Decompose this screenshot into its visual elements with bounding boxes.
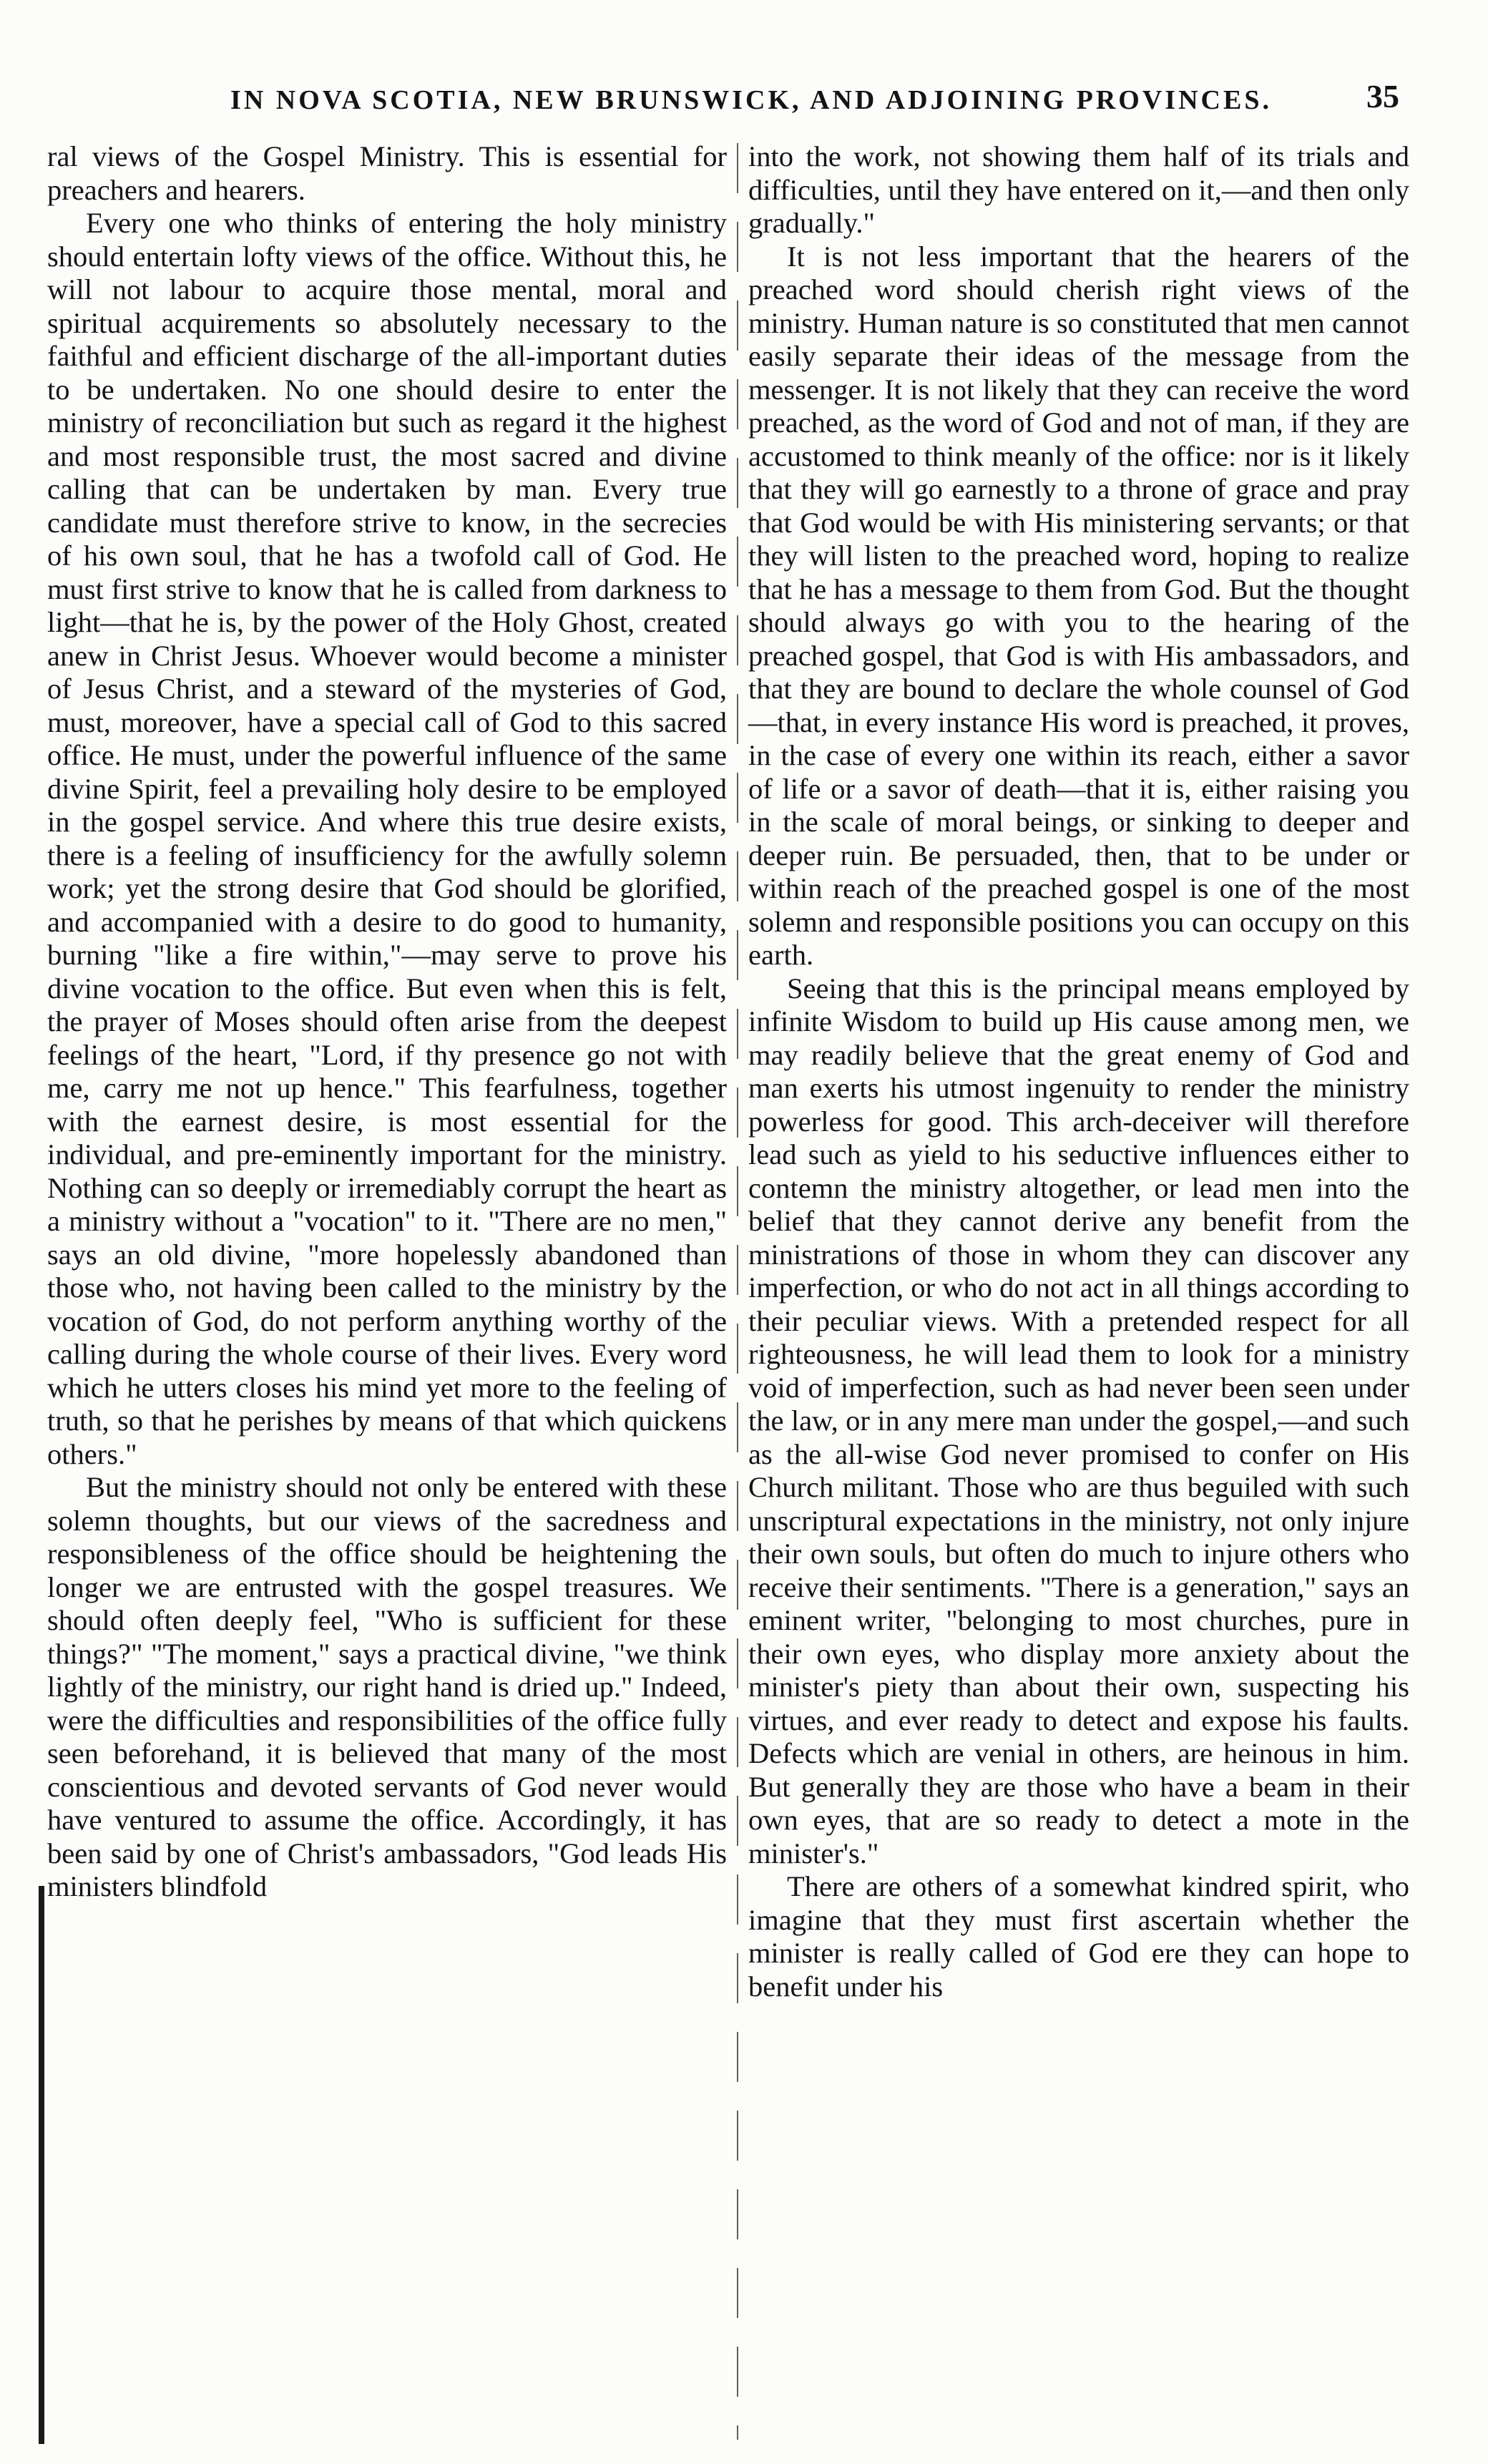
page-number: 35 xyxy=(1366,78,1399,114)
margin-ink-bar xyxy=(39,1886,44,2444)
column-divider-rule xyxy=(737,143,738,2440)
left-paragraph-1: ral views of the Gospel Ministry. This is essential for preachers and hearers. xyxy=(47,140,727,206)
right-paragraph-1: into the work, not showing them half of its trials and difficulties, until they have entered on it,—and then only gradually." xyxy=(748,140,1409,239)
left-paragraph-3: But the ministry should not only be entered with these solemn thoughts, but our views of the sacredness and responsibleness of the office should be heightening the longer we are entrusted with the gospel treasures. We should often deeply feel, "Who is sufficient for these things?" "The moment," says a practical divine, "we think lightly of the ministry, our right hand is dried up." Indeed, were the difficulties and responsibilities of the office fully seen beforehand, it is believed that many of the most conscientious and devoted servants of God never would have ventured to assume the office. Accordingly, it has been said by one of Christ's ambassadors, "God leads His ministers blindfold xyxy=(47,1471,727,1902)
right-paragraph-3: Seeing that this is the principal means employed by infinite Wisdom to build up His cause among men, we may readily believe that the great enemy of God and man exerts his utmost ingenuity to render the ministry powerless for good. This arch-deceiver will therefore lead such as yield to his seductive influences either to contemn the ministry altogether, or lead men into the belief that they cannot derive any benefit from the ministrations of those in whom they can discover any imperfection, or who do not act in all things according to their peculiar views. With a pretended respect for all righteousness, he will lead them to look for a ministry void of imperfection, such as had never been seen under the law, or in any mere man under the gospel,—and such as the all-wise God never promised to confer on His Church militant. Those who are thus beguiled with such unscriptural expectations in the ministry, not only injure their own souls, but often do much to injure others who receive their sentiments. "There is a generation," says an eminent writer, "belonging to most churches, pure in their own eyes, who display more anxiety about the minister's piety than about their own, suspecting his virtues, and ever ready to detect and expose his faults. Defects which are venial in others, are heinous in him. But generally they are those who have a beam in their own eyes, that are so ready to detect a mote in the minister's." xyxy=(748,972,1409,1869)
left-column xyxy=(47,140,727,1904)
right-column xyxy=(748,140,1409,2003)
right-paragraph-4: There are others of a somewhat kindred spirit, who imagine that they must first ascertain whether the minister is really called of God ere they can hope to benefit under his xyxy=(748,1870,1409,2003)
right-paragraph-2: It is not less important that the hearers of the preached word should cherish right views of the ministry. Human nature is so constituted that men cannot easily separate their ideas of the message from the messenger. It is not likely that they can receive the word preached, as the word of God and not of man, if they are accustomed to think meanly of the office: nor is it likely that they will go earnestly to a throne of grace and pray that God would be with His ministering servants; or that they will listen to the preached word, hoping to realize that he has a message to them from God. But the thought should always go with you to the hearing of the preached gospel, that God is with His ambassadors, and that they are bound to declare the whole counsel of God—that, in every instance His word is preached, it proves, in the case of every one within its reach, either a savor of life or a savor of death—that it is, either raising you in the scale of moral beings, or sinking to deeper and deeper ruin. Be persuaded, then, that to be under or within reach of the preached gospel is one of the most solemn and responsible positions you can occupy on this earth. xyxy=(748,240,1409,971)
running-head: IN NOVA SCOTIA, NEW BRUNSWICK, AND ADJOINING PROVINCES. xyxy=(230,85,1272,115)
left-paragraph-2: Every one who thinks of entering the holy ministry should entertain lofty views of the office. Without this, he will not labour to acquire those mental, moral and spiritual acquirements so absolutely necessary to the faithful and efficient discharge of the all-important duties to be undertaken. No one should desire to enter the ministry of reconciliation but such as regard it the highest and most responsible trust, the most sacred and divine calling that can be undertaken by man. Every true candidate must therefore strive to know, in the secrecies of his own soul, that he has a twofold call of God. He must first strive to know that he is called from darkness to light—that he is, by the power of the Holy Ghost, created anew in Christ Jesus. Whoever would become a minister of Jesus Christ, and a steward of the mysteries of God, must, moreover, have a special call of God to this sacred office. He must, under the powerful influence of the same divine Spirit, feel a prevailing holy desire to be employed in the gospel service. And where this true desire exists, there is a feeling of insufficiency for the awfully solemn work; yet the strong desire that God should be glorified, and accompanied with a desire to do good to humanity, burning "like a fire within,"—may serve to prove his divine vocation to the office. But even when this is felt, the prayer of Moses should often arise from the deepest feelings of the heart, "Lord, if thy presence go not with me, carry me not up hence." This fearfulness, together with the earnest desire, is most essential for the individual, and pre-eminently important for the ministry. Nothing can so deeply or irremediably corrupt the heart as a ministry without a "vocation" to it. "There are no men," says an old divine, "more hopelessly abandoned than those who, not having been called to the ministry by the vocation of God, do not perform anything worthy of the calling during the whole course of their lives. Every word which he utters closes his mind yet more to the feeling of truth, so that he perishes by means of that which quickens others." xyxy=(47,207,727,1470)
